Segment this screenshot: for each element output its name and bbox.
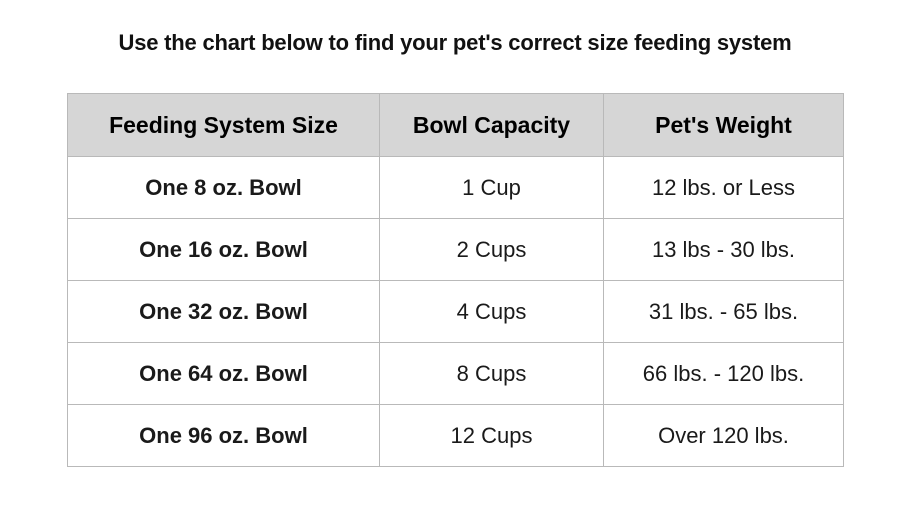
table-row <box>68 157 844 219</box>
cell-pets-weight: 66 lbs. - 120 lbs. <box>604 343 844 405</box>
cell-feeding-system-size: One 16 oz. Bowl <box>68 219 380 281</box>
pet-size-chart-table <box>67 93 844 467</box>
cell-pets-weight: 31 lbs. - 65 lbs. <box>604 281 844 343</box>
column-header-feeding-system-size: Feeding System Size <box>68 94 380 157</box>
table-row <box>68 219 844 281</box>
cell-bowl-capacity: 4 Cups <box>380 281 604 343</box>
table-header-row <box>68 94 844 157</box>
column-header-bowl-capacity: Bowl Capacity <box>380 94 604 157</box>
cell-feeding-system-size: One 32 oz. Bowl <box>68 281 380 343</box>
cell-feeding-system-size: One 96 oz. Bowl <box>68 405 380 467</box>
table-row <box>68 281 844 343</box>
table-row <box>68 343 844 405</box>
table-row <box>68 405 844 467</box>
size-chart-container <box>67 93 843 467</box>
cell-pets-weight: 13 lbs - 30 lbs. <box>604 219 844 281</box>
cell-bowl-capacity: 1 Cup <box>380 157 604 219</box>
table-body <box>68 157 844 467</box>
page-title: Use the chart below to find your pet's correct size feeding system <box>118 30 792 55</box>
cell-bowl-capacity: 12 Cups <box>380 405 604 467</box>
cell-pets-weight: Over 120 lbs. <box>604 405 844 467</box>
table-header <box>68 94 844 157</box>
cell-feeding-system-size: One 8 oz. Bowl <box>68 157 380 219</box>
cell-feeding-system-size: One 64 oz. Bowl <box>68 343 380 405</box>
column-header-pets-weight: Pet's Weight <box>604 94 844 157</box>
cell-bowl-capacity: 8 Cups <box>380 343 604 405</box>
cell-pets-weight: 12 lbs. or Less <box>604 157 844 219</box>
cell-bowl-capacity: 2 Cups <box>380 219 604 281</box>
